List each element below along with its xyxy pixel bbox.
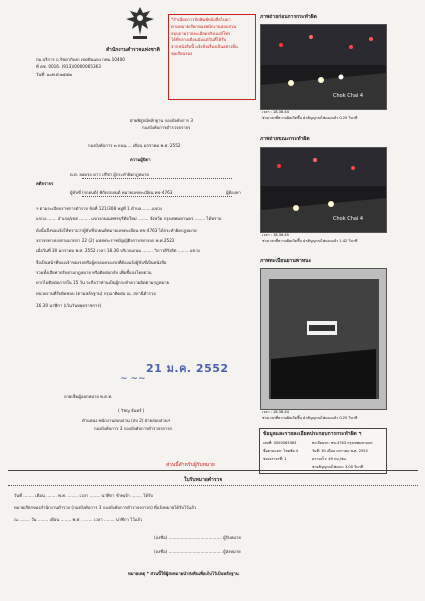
owner-suffix: ผู้ต้องหา (226, 190, 241, 195)
subject-value: ด.ต. ยอดรถ ดาว ปรีชา ผู้กระทำผิดกฎหมาย (70, 172, 149, 177)
info-row4-right: ช่วงสัญญาณไฟแดง: 3.00 วินาที (312, 465, 363, 469)
photo-plate-title: ภาพทะเบียนยานพาหนะ (260, 258, 312, 264)
body-line-9: หน่วยงานที่รับผิดชอบ (ตามหลักฐาน) กรุณาติดต่อ ณ. สถานีตำรวจ (36, 291, 156, 296)
recipient-org2: กองบังคับการตำรวจจราจร (142, 125, 191, 130)
receipt-title: ใบรับหมายตำรวจ (184, 477, 223, 483)
date-line: กองบังคับการ ๓ ถนน.... เดือน มกราคม พ.ศ. 2552 (88, 143, 181, 148)
body-line-10: 16.30 นาฬิกา (เว้นวันหยุดราชการ) (36, 303, 102, 308)
body-line-6: จึงเป็นหน้าที่ของเจ้าของรถหรือผู้ครอบครองรถที่ต้องแจ้งผู้ขับขี่เป็นหนังสือ (36, 260, 167, 265)
info-row3-right: ความเร็ว: 49 กม./ชม. (312, 457, 347, 461)
signature-unit: กองบังคับการ 3 กองบังคับการตำรวจจราจร (94, 426, 172, 431)
owner-line: ผู้ขับขี่ (รถยนต์) พิกัดรถยนต์ หมายเลขทะเบียน ทข-4763 (70, 190, 173, 195)
body-line-8: หากไม่ติดต่อภายใน 15 วัน จะถือว่าท่านเป็นผู้กระทำความผิดตามกฎหมาย (36, 280, 170, 285)
receipt-note: หมายเหตุ * ส่วนนี้ให้ผู้ส่งหมายนำส่งคืนเพื่อเก็บไว้เป็นหลักฐาน (128, 571, 239, 576)
document-ref: วันที่: ๑๐พ.ศ.๒๕๕๒ (36, 72, 72, 77)
info-row1-left: เลขที่: 0000065363 (263, 441, 297, 445)
photo-during-image (260, 147, 387, 233)
subject-underline (82, 178, 232, 179)
body-line-2: แขวง........ อำเภอ/เขต ........ แขวงถนนเพชรบุรีตัดใหม่ ........ จังหวัด กรุงเทพมหานคร ........ ได้ทราบ (36, 216, 222, 221)
info-panel-title: ข้อมูลและรายละเอียดประกอบการกระทำผิด ฯ (263, 431, 362, 437)
recipient-org: ฝ่ายพิสูจน์หลักฐาน กองบังคับการ 3 (130, 118, 193, 123)
to-label: ความผู้บิดา (130, 157, 151, 162)
signature-scribble: ~ ~~ (120, 374, 146, 384)
photo-plate-image (260, 268, 387, 410)
body-line-1: ฯ ตามระเบียบราชการตำรวจ ข้อที่ 121/308 หมู่ที่ 1 ตำบล........แขวง (36, 206, 162, 211)
signature-name: ( วิชญ จันทร์ ) (118, 408, 145, 413)
info-row3-left: ช่องจราจรที่: 1 (263, 457, 287, 461)
photo-during-overlay: Chok Chai 4 (333, 216, 364, 222)
photo-during-cap1: เวลา : 18.36.45 (262, 233, 289, 237)
receipt-sig-sender: (ลงชื่อ) ........................................ ผู้ส่งหมาย (154, 549, 241, 554)
signature-label: ลายเซ็นผู้ออกหมาย พ.ต.ท. (64, 394, 113, 399)
photo-before-cap1: เวลา : 18.36.44 (262, 110, 289, 114)
receipt-line-3: ณ ........ วัน ........ เดือน ........ พ.ศ. ........ เวลา ........ นาฬิกา ไว้แล้ว (14, 517, 143, 522)
photo-before-image (260, 24, 387, 110)
body-line-5: เมื่อวันที่ 30 มกราคม พ.ศ. 2552 เวลา 18.36 บริเวณถนน ........ วิภาวดีรังสิต ........ แขวง (36, 248, 200, 253)
photo-during-title: ภาพถ่ายขณะกระทำผิด (260, 136, 310, 142)
photo-during-cap2: ช่วงเวลาที่ความผิดเกิดขึ้น ฝ่าสัญญาณไฟแดงแล้ว 1.42 วินาที (262, 239, 358, 243)
red-notice-text: *สำเนียบการจัดพิมพ์หนังสือไปมา ตามหมายเรียกของพนักงานสอบสวน สอบถามรายละเอียดจริงเบอร์โทร ได้ที่กลางเดือนนับแต่วันที่ได้รับ จากหนังสือนี้ แจ้งข้อเรื่องเป็นอย่างอื่น ขอเรียนรอง (171, 17, 238, 56)
receipt-line-2: หมายเรียกของสำนักงานตำรวจ (กองบังคับการ 3 กองบังคับการตำรวจจราจร) ที่แจ้งหมายได้รับไว้แล้ว (14, 505, 197, 510)
info-row1-right: ทะเบียนรถ: ทข-4763 กรุงเทพมหานคร (312, 441, 373, 445)
body-line-7: รวมทั้งเสียค่าปรับตามกฎหมาย หรือติดต่อกลับ เพื่อชี้แจงโดยด่วน (36, 270, 152, 275)
photo-plate-cap1: เวลา : 18.36.44 (262, 410, 289, 414)
document-number: ที่ ตช. 0016. (913)/0000065363 (36, 64, 101, 69)
receipt-title-rule (8, 485, 418, 486)
photo-before-overlay: Chok Chai 4 (333, 93, 364, 99)
photo-before-title: ภาพถ่ายก่อนการกระทำผิด (260, 14, 317, 20)
garuda-emblem-icon (124, 5, 156, 43)
receipt-sig-receiver: (ลงชื่อ) ........................................ ผู้รับหมาย (154, 535, 241, 540)
photo-plate-cap2: ช่วงเวลาที่ความผิดเกิดขึ้น ฝ่าสัญญาณไฟแดงแล้ว 0.25 วินาที (262, 416, 358, 420)
body-line-4: จราจรทางบกตามมาตรา 22 (2) แห่งพระราชบัญญัติจราจรทางบก พ.ศ.2522 (36, 238, 175, 243)
photo-before-cap2: ช่วงเวลาที่ความผิดเกิดขึ้น ฝ่าสัญญาณไฟแดงแล้ว 0.25 วินาที (262, 116, 358, 120)
info-row2-left: ชื่อตามแยก: โชคชัย 4 (263, 449, 299, 453)
agency-name: สำนักงานตำรวจแห่งชาติ (106, 47, 160, 53)
cut-label: ส่วนนี้สำหรับผู้รับหมาย (166, 462, 215, 468)
receipt-section (8, 470, 418, 595)
red-notice-box (168, 14, 256, 100)
info-row2-right: วันที่: 30 เดือน มกราคม พ.ศ. 2552 (312, 449, 368, 453)
agency-address: กม.บริการ ถ.รัชดาภิเษก เขตดินแดง กทม.10400 (36, 57, 125, 62)
owner-underline (82, 196, 232, 197)
received-date-stamp: 21 ม.ค. 2552 (146, 362, 229, 375)
receipt-line-1: วันที่ ........ เดือน ........ พ.ศ. ........ เวลา ........ นาฬิกา ข้าพเจ้า ........ ได้รับ (14, 493, 154, 498)
subject-label: คดีจราจร (36, 181, 54, 186)
violation-info-panel (259, 428, 387, 474)
signature-title: ตำแหน่ง พนักงานสอบสวน (สบ 2) ฝ่ายสอบสวนฯ (82, 418, 170, 423)
body-line-3: ดังนั้นจึงขอแจ้งให้ทราบว่าผู้ขับขี่รถยนต์หมายเลขทะเบียน ทข-4763 ได้กระทำผิดกฎหมาย (36, 228, 197, 233)
